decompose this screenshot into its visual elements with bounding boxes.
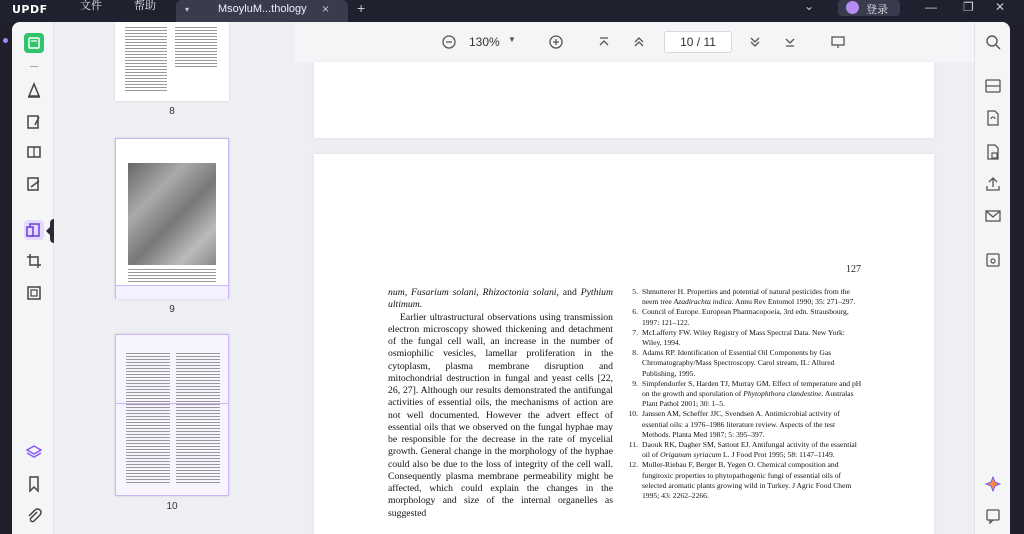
page-thumbnail-panel bbox=[54, 22, 294, 534]
reference-text: Council of Europe. European Pharmacopoeia, 3rd edn. Strausbourg, 1997: 121–122. bbox=[642, 307, 849, 327]
document-viewer[interactable] bbox=[294, 62, 974, 534]
tab-close-icon[interactable]: × bbox=[322, 2, 330, 16]
comment-tool-icon[interactable] bbox=[24, 80, 44, 100]
reference-number: 9. bbox=[632, 378, 638, 388]
minimize-icon[interactable]: — bbox=[925, 0, 937, 14]
document-tab[interactable] bbox=[176, 0, 348, 22]
tab-list-caret-icon[interactable]: ▾ bbox=[185, 5, 190, 14]
page-thumbnail[interactable] bbox=[115, 22, 229, 101]
save-icon[interactable] bbox=[985, 252, 1001, 268]
zoom-level[interactable]: 130% bbox=[469, 35, 500, 49]
first-page-icon[interactable] bbox=[596, 34, 612, 50]
email-icon[interactable] bbox=[985, 208, 1001, 224]
edit-pdf-icon[interactable] bbox=[24, 112, 44, 132]
restore-icon[interactable]: ❐ bbox=[963, 0, 974, 14]
menu-file[interactable]: 文件 bbox=[80, 0, 102, 12]
reference-text: Janssen AM, Scheffer JJC, Svendsen A. Antimicrobial activity of essential oils: a 1976–1986 literature review. Aspects of the test Methods. Planta Med 1987; 5: 395–397. bbox=[642, 409, 840, 439]
presentation-icon[interactable] bbox=[830, 34, 846, 50]
body-paragraph: Earlier ultrastructural observations using transmission electron microscopy showed thickening and detachment of the fungal cell wall, an increase in the number of osmiophilic vesicles, lamellar proliferation in the cytoplasm, plasma membrane disruption and mitochondrial destruction in fungal and yeast cells [22, 26, 27]. Although our results demonstrated the antifungal activities of essential oils, the mechanisms of action are not well documented. However the advert effect of essential oils that we observed on the fungal hyphae may be responsible for the decrease in the rate of mycelial growth. General change in the morphology of the hyphae could also be due to the loss of integrity of the cell wall. Consequently plasma membrane permeability might be affected, which could explain the changes in the morphology and size of the internal organelles as suggested bbox=[388, 311, 613, 519]
login-button[interactable] bbox=[838, 0, 900, 16]
pdf-page bbox=[314, 154, 934, 534]
reference-number: 12. bbox=[628, 460, 638, 470]
attachment-icon[interactable] bbox=[24, 506, 44, 526]
pdf-page-previous bbox=[314, 62, 934, 138]
reference-text: Daouk RK, Dagher SM, Sattout EJ. Antifungal activity of the essential oil of Origanum syriacum L. J Food Prot 1995; 58: 1147–1149. bbox=[642, 440, 857, 460]
reference-number: 7. bbox=[632, 327, 638, 337]
protect-icon[interactable] bbox=[985, 144, 1001, 160]
avatar bbox=[846, 1, 859, 14]
rail-divider bbox=[30, 66, 38, 67]
right-tool-rail bbox=[974, 22, 1010, 534]
crop-tool-icon[interactable] bbox=[24, 251, 44, 271]
chevron-down-icon[interactable]: ⌄ bbox=[804, 0, 815, 13]
thumbnail-page-number: 10 bbox=[166, 501, 178, 512]
references-column bbox=[626, 287, 862, 501]
zoom-out-icon[interactable] bbox=[441, 34, 457, 50]
page-number-input[interactable]: 10 / 11 bbox=[664, 31, 732, 53]
reference-text: McLafferty FW. Wiley Registry of Mass Spectral Data. New York: Wiley, 1994. bbox=[642, 327, 845, 348]
share-icon[interactable] bbox=[985, 176, 1001, 192]
reference-item bbox=[626, 328, 862, 348]
bookmark-icon[interactable] bbox=[24, 474, 44, 494]
body-paragraph: num, Fusarium solani, Rhizoctonia solani, and Pythium ultimum. bbox=[388, 287, 613, 311]
document-tab-title: MsoyluM...thology bbox=[218, 3, 307, 15]
organize-pages-icon[interactable] bbox=[24, 220, 44, 240]
status-dot bbox=[3, 38, 8, 43]
reference-number: 8. bbox=[632, 348, 638, 358]
page-thumbnail[interactable] bbox=[115, 334, 229, 496]
app-window bbox=[12, 22, 1010, 534]
layers-icon[interactable] bbox=[24, 442, 44, 462]
more-tools-icon[interactable] bbox=[24, 283, 44, 303]
chat-icon[interactable] bbox=[985, 508, 1001, 524]
zoom-in-icon[interactable] bbox=[548, 34, 564, 50]
fill-sign-icon[interactable] bbox=[24, 174, 44, 194]
reference-text: Simpfendorfer S, Harden TJ, Murray GM. Effect of temperature and pH on the growth and sporulation of Phytophthora clandestine. Australas Plant Pathol 2001; 30: 1–5. bbox=[642, 378, 862, 409]
ai-assistant-icon[interactable] bbox=[985, 476, 1001, 492]
reference-item bbox=[626, 287, 862, 307]
reference-text: Shmutterer H. Properties and potential of natural pesticides from the neem tree Azadirachta indica. Annu Rev Entomol 1990; 35: 271–297. bbox=[642, 287, 856, 307]
login-label: 登录 bbox=[866, 4, 888, 16]
ocr-icon[interactable] bbox=[985, 78, 1001, 94]
next-page-icon[interactable] bbox=[747, 34, 763, 50]
reference-item bbox=[626, 379, 862, 410]
previous-page-icon[interactable] bbox=[631, 34, 647, 50]
thumbnail-page-number: 9 bbox=[169, 304, 175, 315]
body-text-column bbox=[388, 287, 613, 520]
close-window-icon[interactable]: ✕ bbox=[995, 0, 1006, 14]
reference-item bbox=[626, 348, 862, 379]
reference-number: 11. bbox=[628, 440, 638, 450]
reference-item bbox=[626, 460, 862, 501]
search-icon[interactable] bbox=[985, 34, 1001, 50]
left-tool-rail bbox=[12, 22, 54, 534]
reference-number: 6. bbox=[632, 307, 638, 317]
title-bar bbox=[0, 0, 1024, 22]
reference-number: 5. bbox=[632, 287, 638, 296]
new-tab-icon[interactable]: + bbox=[357, 0, 366, 16]
zoom-dropdown-icon[interactable]: ▼ bbox=[508, 35, 516, 44]
reference-item bbox=[626, 409, 862, 440]
last-page-icon[interactable] bbox=[782, 34, 798, 50]
app-logo: UPDF bbox=[12, 3, 48, 16]
reference-item bbox=[626, 440, 862, 460]
form-tool-icon[interactable] bbox=[24, 142, 44, 162]
reference-number: 10. bbox=[628, 409, 638, 419]
page-number-label: 127 bbox=[846, 264, 861, 275]
reference-text: Muller-Riebau F, Berger B, Yegen O. Chemical composition and fungitoxic properties to phytopathogenic fungi of essential oils of selected aromatic plants growing wild in Turkey. J Agric Food Chem 1995; 43: 2262–2266. bbox=[642, 460, 852, 501]
reference-text: Adams RP. Identification of Essential Oil Components by Gas Chromatography/Mass Spectroscopy. Carol stream, IL: Allured Publishing, 1995. bbox=[642, 348, 835, 378]
page-thumbnail[interactable] bbox=[115, 138, 229, 299]
menu-help[interactable]: 帮助 bbox=[134, 0, 156, 12]
convert-icon[interactable] bbox=[985, 110, 1001, 126]
thumbnail-figure bbox=[128, 163, 216, 265]
reference-item bbox=[626, 307, 862, 327]
view-toolbar bbox=[294, 22, 974, 62]
reader-mode-icon[interactable] bbox=[24, 33, 44, 53]
thumbnail-page-number: 8 bbox=[169, 106, 175, 117]
